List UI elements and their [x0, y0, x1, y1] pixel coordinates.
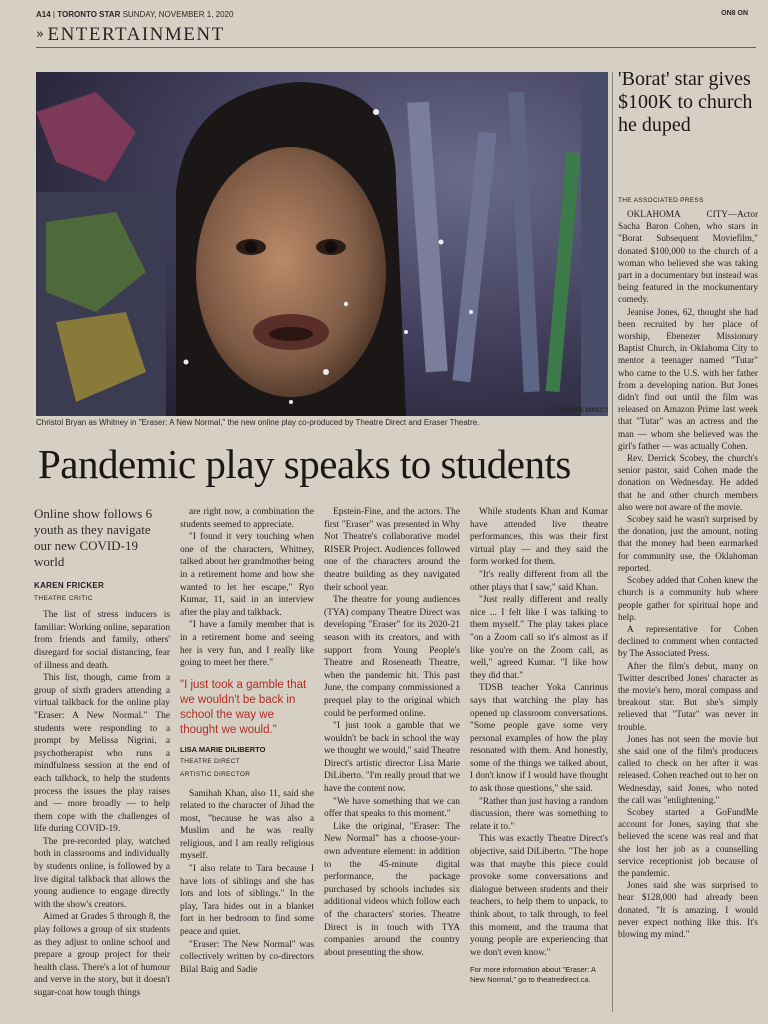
paragraph: "Eraser: The New Normal" was collectively written by co-directors Bilal Baig and Sadie — [180, 939, 314, 975]
paragraph: After the film's debut, many on Twitter described Jones' character as the movie's hero, moral compass and breakout star. But she's simply relieved that "Tutar" was never in trouble. — [618, 660, 758, 732]
paragraph: Epstein-Fine, and the actors. The first "Eraser" was presented in Why Not Theatre's collaborative model RISER Project. Audiences followed one of the characters around the theatre building as they navigated their school year. — [324, 507, 460, 593]
paragraph: "Just really different and really nice ... I felt like I was talking to them myself." The play takes place "on a Zoom call so it's almost as if like you're on the Zoom call, as well," agreed Kumar. "I like how they did that." — [470, 595, 608, 681]
main-headline: Pandemic play speaks to students — [38, 441, 571, 487]
side-byline: THE ASSOCIATED PRESS — [618, 197, 704, 204]
paragraph: Like the original, "Eraser: The New Normal" has a choose-your-own adventure element: in addition to the 45-minute digital performance, the package purchased by schools includes six additional videos which follow each of the characters' stories. Theatre Direct is in touch with TYA companies around the country about presenting the show. — [324, 821, 460, 958]
byline: KAREN FRICKER — [34, 581, 105, 590]
section-header — [36, 24, 756, 48]
paragraph: "We have something that we can offer that speaks to this moment." — [324, 796, 460, 820]
issue-date: SUNDAY, NOVEMBER 1, 2020 — [122, 10, 234, 19]
paragraph: A representative for Cohen declined to comment when contacted by The Associated Press. — [618, 623, 758, 659]
paragraph: OKLAHOMA CITY—Actor Sacha Baron Cohen, who stars in "Borat Subsequent Moviefilm," donated $100,000 to the church of a woman who believed she was taking part in a documentary but instead was being featured in the mockumentary comedy. — [618, 209, 758, 305]
paragraph: "I just took a gamble that we wouldn't be back in school the way we thought we would," said Theatre Direct's artistic director Lisa Marie DiLiberto. "I'm really proud that we have the content now. — [324, 721, 460, 795]
pull-quote-role — [180, 756, 314, 781]
paragraph: "I found it very touching when one of the characters, Whitney, talked about her grandmother being in a retirement home and how she wanted to let her escape," Ryo Kumar, 11, said in an interview after the play and talkback. — [180, 532, 314, 618]
newspaper-name: TORONTO STAR — [57, 10, 121, 19]
page-number: A14 — [36, 10, 51, 19]
paragraph: "I have a family member that is in a retirement home and seeing her is very fun, and I really like going to meet her there." — [180, 620, 314, 669]
paragraph: Aimed at Grades 5 through 8, the play follows a group of six students as they adjust to online school and prepare a group project for their health class. There's a lot of humour and verve in the story, but it doesn't sugar-coat how tough things — [34, 912, 170, 998]
side-article-column — [618, 208, 758, 1014]
paragraph: Scobey added that Cohen knew the church is a community hub where people gather for spiritual hope and help. — [618, 575, 758, 622]
pull-quote-name: LISA MARIE DILIBERTO — [180, 744, 266, 754]
paragraph: Scobey said he wasn't surprised by the donation, just the amount, noting that the money had been earmarked for community use, the Oklahoman reported. — [618, 514, 758, 573]
paragraph: TDSB teacher Yoka Canrinus says that watching the play has opened up classroom conversations. "Some people gave some very personal examples of how the play resonated with them. And honestly, some of the things we talked about, I don't know if I would have thought to ask those questions," she said. — [470, 683, 608, 795]
paragraph: Rev. Derrick Scobey, the church's senior pastor, said Cohen made the donation on Wednesday. He added that he and other church members also were not aware of the movie. — [618, 453, 758, 512]
pull-quote-role-line: THEATRE DIRECT — [180, 758, 241, 766]
side-headline: 'Borat' star gives $100K to church he duped — [618, 68, 753, 136]
paragraph: Scobey started a GoFundMe account for Jones, saying that she believed the scene was real and that she lost her job as a counselling service receptionist job because of the pandemic. — [618, 806, 758, 878]
section-title: ENTERTAINMENT — [47, 24, 225, 45]
column-divider — [612, 72, 613, 1012]
lead-photo — [36, 72, 608, 416]
paragraph: The pre-recorded play, watched both in classrooms and individually by students online, is followed by a live digital talkback that allows the young audience to engage directly with the show's creators. — [34, 836, 170, 910]
article-column-3 — [324, 506, 460, 1012]
paragraph: Samihah Khan, also 11, said she related to the character of Jihad the most, "because he was also a Muslim and he was really religious, and I am really religious myself. — [180, 788, 314, 862]
paragraph: "Rather than just having a random discussion, there was something to relate it to." — [470, 796, 608, 832]
article-column-2 — [180, 506, 314, 1012]
pull-quote: "I just took a gamble that we wouldn't be back in school the way we thought we would." — [180, 678, 307, 736]
page-folio: A14 | TORONTO STAR SUNDAY, NOVEMBER 1, 2020 ON8 ON — [36, 10, 748, 19]
paragraph: Jones said she was surprised to hear $128,000 had already been donated. "It is amazing. I would never expect nothing like this. It's blowing my mind." — [618, 880, 758, 939]
paragraph: The list of stress inducers is familiar: Working online, separation from friends and family, others' disregard for social distancing, fear of illness and death. — [34, 610, 170, 671]
photo-credit: THEATRE DIRECT — [556, 408, 608, 414]
pull-quote-role-line: ARTISTIC DIRECTOR — [180, 770, 251, 778]
article-column-1 — [34, 506, 170, 1012]
paragraph: Jeanise Jones, 62, thought she had been recruited by her place of worship, Ebenezer Missionary Baptist Church, in Oklahoma City to mentor a teenager named "Tutar" who came to the U.S. with her father from a developing nation. But Jones didn't find out until the film was released on Amazon Prime last week that "Tutar" was an actress and the man — whom she believed was the girl's father — was actually Cohen. — [618, 306, 758, 451]
paragraph: This was exactly Theatre Direct's objective, said DiLiberto. "The hope was that maybe this piece could provoke some conversations and dialogue between students and their teachers, to help them to unpack, to think about, to talk through, to feel this moment, and the trauma that young people are experiencing that we don't even know." — [470, 834, 608, 958]
paragraph: are right now, a combination the students seemed to appreciate. — [180, 507, 314, 530]
article-column-4 — [470, 506, 608, 1012]
paragraph: "It's really different from all the other plays that I saw," said Khan. — [470, 569, 608, 593]
paragraph: This list, though, came from a group of sixth graders attending a virtual talkback for the online play "Eraser: A New Normal." The students were responding to a prompt by Melissa Nigrini, a psychotherapist who runs a mindfulness session at the end of each talkback, to help the students process the issues the play raises and — more broadly — to help them cope with the challenges of life during COVID-19. — [34, 673, 170, 835]
actor-portrait-image — [36, 72, 608, 416]
article-deck: Online show follows 6 youth as they navigate our new COVID-19 world — [34, 506, 153, 569]
paragraph: While students Khan and Kumar have attended live theatre performances, this was their first virtual play — and they said the form worked for them. — [470, 507, 608, 568]
byline-role: THEATRE CRITIC — [34, 594, 93, 602]
photo-caption: Christol Bryan as Whitney in "Eraser: A New Normal," the new online play co-produced by Theatre Direct and Eraser Theatre. — [36, 418, 480, 427]
double-chevron-icon: » — [36, 27, 46, 42]
edition-code: ON8 ON — [721, 10, 748, 17]
paragraph: Jones has not seen the movie but she said one of the film's producers called to check on her after it was released. Cohen reached out to her on Wednesday, said Jones, who noted the call was "enlightening." — [618, 733, 758, 805]
paragraph: The theatre for young audiences (TYA) company Theatre Direct was developing "Eraser" for its 2020-21 season with its creators, and with support from Young People's Theatre and Roseneath Theatre, when the pandemic hit. This past June, the company commissioned a prequel play to the original which could be performed online. — [324, 595, 460, 719]
more-info-note: For more information about "Eraser: A New Normal," go to theatredirect.ca. — [470, 965, 596, 985]
paragraph: "I also relate to Tara because I have lots of siblings and she has lots and lots of siblings." In the play, Tara hides out in a blanket fort in her bedroom to find some peace and quiet. — [180, 864, 314, 938]
